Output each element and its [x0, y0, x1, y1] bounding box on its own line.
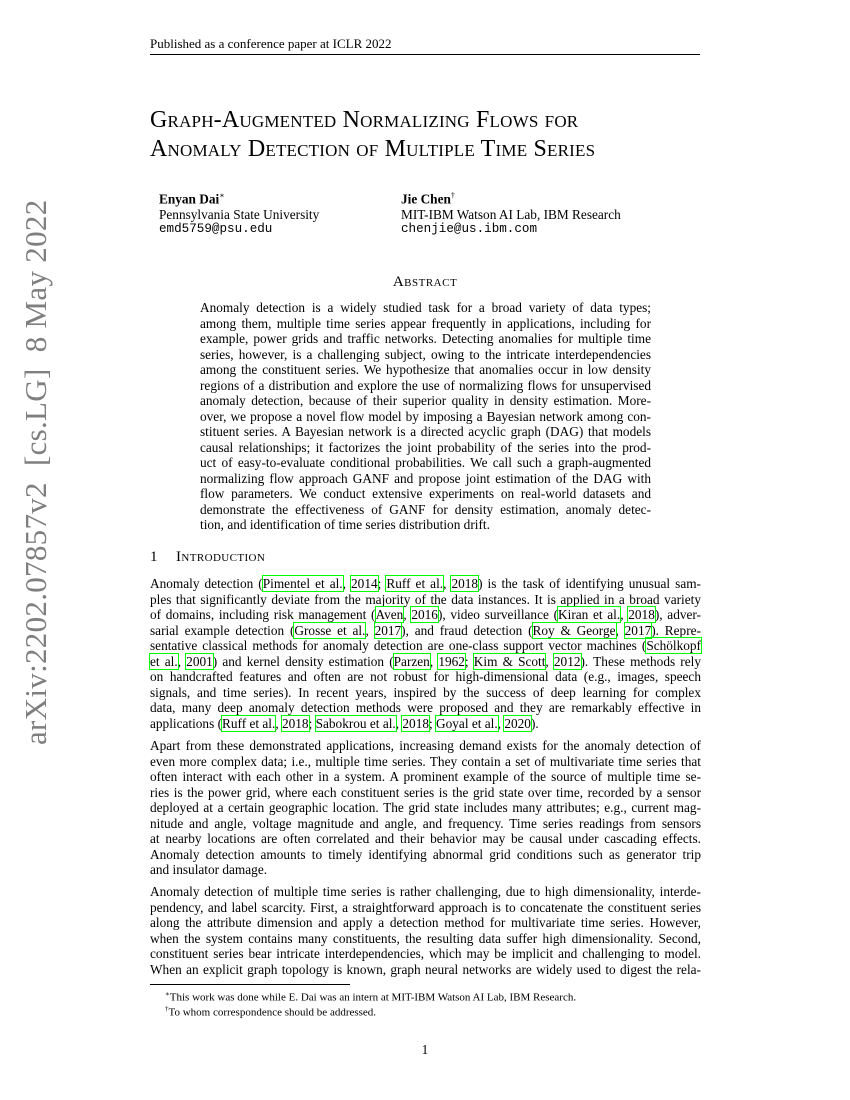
header-rule — [150, 54, 700, 55]
paragraph-line: When an explicit graph topology is known, graph neural networks are widely used to digest the rela- — [150, 961, 701, 977]
citation-link[interactable]: 2014 — [351, 576, 378, 591]
paragraph-line — [150, 654, 701, 670]
paragraph-line: ries is the power grid, where each constituent series is the grid state over time, recorded by a sensor — [150, 784, 701, 800]
text-run: ), and fraud detection ( — [401, 622, 533, 638]
section-heading-introduction — [150, 549, 265, 566]
paragraph-line: nitude and angle, voltage magnitude and angle, and frequency. Time series readings from sensors — [150, 815, 701, 831]
text-run: sentative classical methods for anomaly detection are one-class support vector machines ( — [150, 638, 647, 653]
abstract-line: among them, multiple time series appear frequently in applications, including for — [200, 315, 651, 331]
citation-link[interactable]: Pimentel et al. — [262, 576, 343, 591]
text-run: , — [443, 576, 452, 591]
intro-paragraph-3 — [150, 884, 701, 977]
citation-link[interactable]: 2012 — [553, 653, 581, 669]
text-run: ). Repre- — [651, 622, 701, 638]
abstract-line: uct of easy-to-evaluate conditional probabilities. We call such a graph-augmented — [200, 455, 651, 470]
text-run: , — [403, 607, 412, 622]
text-run: , — [429, 653, 439, 669]
citation-link[interactable]: et al. — [150, 653, 178, 669]
citation-link[interactable]: 2001 — [186, 653, 213, 669]
paragraph-line — [150, 607, 701, 623]
paragraph-line: even more complex data; i.e., multiple time series. They contain a set of multivariate time series that — [150, 753, 701, 769]
abstract-line: anomaly detection, because of their superior quality in density estimation. More- — [200, 393, 651, 408]
text-run: Anomaly detection ( — [150, 576, 263, 591]
footnote-mark: † — [165, 1005, 169, 1013]
paragraph-line: often interact with each other in a system. A prominent example of the source of multiple time se- — [150, 769, 701, 784]
text-run: , — [620, 607, 629, 622]
text-run: , — [365, 622, 375, 638]
citation-link[interactable]: Goyal et al. — [436, 715, 498, 731]
footnote-text: This work was done while E. Dai was an intern at MIT-IBM Watson AI Lab, IBM Research. — [169, 991, 577, 1004]
footnote-2 — [165, 1002, 705, 1020]
citation-link[interactable]: Kiran et al. — [558, 607, 621, 622]
abstract-heading: Abstract — [392, 274, 458, 290]
citation-link[interactable]: Ruff et al. — [222, 715, 276, 731]
running-head: Published as a conference paper at ICLR 2022 — [150, 36, 392, 51]
paper-title — [150, 106, 750, 164]
citation-link[interactable]: Aven — [375, 607, 404, 622]
paragraph-line: deployed at a certain geographic location. The grid state includes many attributes; e.g., current mag- — [150, 800, 701, 815]
text-run: applications ( — [150, 715, 223, 731]
text-run: , — [342, 576, 352, 591]
citation-link[interactable]: 1962 — [438, 653, 465, 669]
paragraph-line — [150, 623, 701, 639]
text-run: ) and kernel density estimation ( — [212, 653, 394, 669]
text-run: , — [545, 653, 554, 669]
paragraph-line: along the attribute dimension and apply a detection method for multivariate time series. However, — [150, 915, 701, 930]
footnote-text: To whom correspondence should be addressed. — [168, 1006, 377, 1019]
paragraph-line: at nearby locations are often correlated and their behavior may be causal under cascading effects. — [150, 831, 701, 846]
author-footnote-mark[interactable]: † — [450, 191, 455, 200]
abstract-line: causal relationships; it factorizes the joint probability of the series into the prod- — [200, 439, 651, 455]
author-name: Enyan Dai — [159, 191, 220, 207]
footnote-mark: ∗ — [165, 990, 170, 998]
author-email[interactable]: chenjie@us.ibm.com — [401, 222, 538, 237]
text-run: of domains, including risk management ( — [150, 607, 376, 622]
text-run: ), video surveillance ( — [437, 607, 559, 622]
citation-link[interactable]: 2018 — [402, 715, 429, 731]
text-run: , — [177, 653, 187, 669]
author-block-2 — [401, 188, 621, 238]
author-footnote-mark[interactable]: ∗ — [219, 191, 225, 200]
text-run: ). — [530, 715, 539, 731]
abstract-line: tion, and identification of time series distribution drift. — [200, 517, 490, 532]
citation-link[interactable]: Parzen — [393, 653, 430, 669]
citation-link[interactable]: 2016 — [411, 607, 438, 622]
paragraph-line: when the system contains many constituents, the resulting data suffer high dimensionality. Second, — [150, 930, 701, 946]
citation-link[interactable]: Grosse et al. — [294, 622, 366, 638]
text-run: ), adver- — [654, 607, 701, 622]
author-affiliation: MIT-IBM Watson AI Lab, IBM Research — [401, 206, 621, 222]
text-run: ) is the task of identifying unusual sam- — [478, 576, 701, 591]
paragraph-line: on handcrafted features and often are not robust for high-dimensional data (e.g., images, speech — [150, 669, 701, 684]
citation-link[interactable]: 2018 — [451, 576, 479, 591]
author-affiliation: Pennsylvania State University — [159, 206, 320, 222]
text-run: sarial example detection ( — [150, 622, 295, 638]
citation-link[interactable]: Schölkopf — [646, 638, 701, 653]
text-run: , — [275, 715, 282, 731]
text-run: , — [615, 622, 625, 638]
text-run: ; — [464, 653, 474, 669]
abstract-body — [200, 300, 651, 533]
citation-link[interactable]: Roy & George — [532, 622, 616, 638]
paragraph-line — [150, 716, 701, 732]
title-line-2: Anomaly Detection of Multiple Time Series — [150, 136, 596, 162]
section-number: 1 — [150, 549, 158, 565]
text-run: , — [497, 715, 505, 731]
intro-paragraph-2 — [150, 738, 701, 878]
page-number: 1 — [421, 1042, 429, 1057]
text-run: , — [395, 715, 403, 731]
citation-link[interactable]: 2018 — [628, 607, 655, 622]
paragraph-line — [150, 576, 701, 592]
paragraph-line: Anomaly detection amounts to timely identifying abnormal grid conditions such as generator trip — [150, 846, 701, 862]
text-run: ; — [308, 715, 316, 731]
paragraph-line: ples that significantly deviate from the majority of the data instances. It is applied in a broad variety — [150, 591, 701, 607]
abstract-line: example, power grids and traffic networks. Detecting anomalies for multiple time — [200, 331, 651, 346]
title-line-1: Graph-Augmented Normalizing Flows for — [150, 107, 579, 133]
intro-paragraph-1 — [150, 576, 701, 731]
abstract-line: stituent series. A Bayesian network is a directed acyclic graph (DAG) that models — [200, 424, 651, 439]
paragraph-line: constituent series bear intricate interdependencies, which may be implicit and challenging to model. — [150, 946, 701, 961]
author-block-1 — [159, 188, 319, 238]
abstract-line: flow parameters. We conduct extensive experiments on real-world datasets and — [200, 486, 651, 501]
paragraph-line: and insulator damage. — [150, 862, 268, 877]
abstract-line: Anomaly detection is a widely studied task for a broad variety of data types; — [200, 300, 651, 315]
text-run: ). These methods rely — [580, 653, 701, 669]
citation-link[interactable]: 2017 — [374, 622, 402, 638]
abstract-line: over, we propose a novel flow model by imposing a Bayesian network among con- — [200, 408, 651, 424]
author-name: Jie Chen — [401, 191, 451, 207]
paragraph-line: signals, and time series). In recent years, inspired by the success of deep learning for complex — [150, 684, 701, 700]
citation-link[interactable]: Kim & Scott — [473, 653, 546, 669]
citation-link[interactable]: 2018 — [281, 715, 309, 731]
citation-link[interactable]: Sabokrou et al. — [315, 715, 396, 731]
citation-link[interactable]: 2020 — [504, 715, 531, 731]
abstract-line: normalizing flow approach GANF and propose joint estimation of the DAG with — [200, 470, 651, 486]
abstract-line: among the constituent series. We hypothesize that anomalies occur in low density — [200, 362, 651, 377]
paragraph-line: Apart from these demonstrated applications, increasing demand exists for the anomaly detection of — [150, 738, 701, 753]
abstract-line: series, however, is a challenging subject, owing to the intricate interdependencies — [200, 346, 651, 362]
author-email[interactable]: emd5759@psu.edu — [159, 222, 273, 237]
paragraph-line: pendency, and label scarcity. First, a straightforward approach is to concatenate the constituent series — [150, 899, 701, 915]
citation-link[interactable]: Ruff et al. — [386, 576, 444, 591]
paragraph-line: Anomaly detection of multiple time series is rather challenging, due to high dimensionality, interde- — [150, 884, 701, 899]
section-title: Introduction — [176, 549, 266, 565]
paragraph-line — [150, 638, 701, 654]
citation-link[interactable]: 2017 — [624, 622, 652, 638]
arxiv-identifier-stamp[interactable]: arXiv:2202.07857v2 [cs.LG] 8 May 2022 — [18, 199, 53, 745]
paragraph-line: data, many deep anomaly detection methods were proposed and they are remarkably effective in — [150, 700, 701, 715]
text-run: ; — [429, 715, 437, 731]
abstract-line: demonstrate the effectiveness of GANF for density estimation, anomaly detec- — [200, 501, 651, 517]
abstract-line: regions of a distribution and explore the use of normalizing flows for unsupervised — [200, 377, 651, 393]
text-run: ; — [377, 576, 387, 591]
footnote-rule — [150, 984, 350, 985]
